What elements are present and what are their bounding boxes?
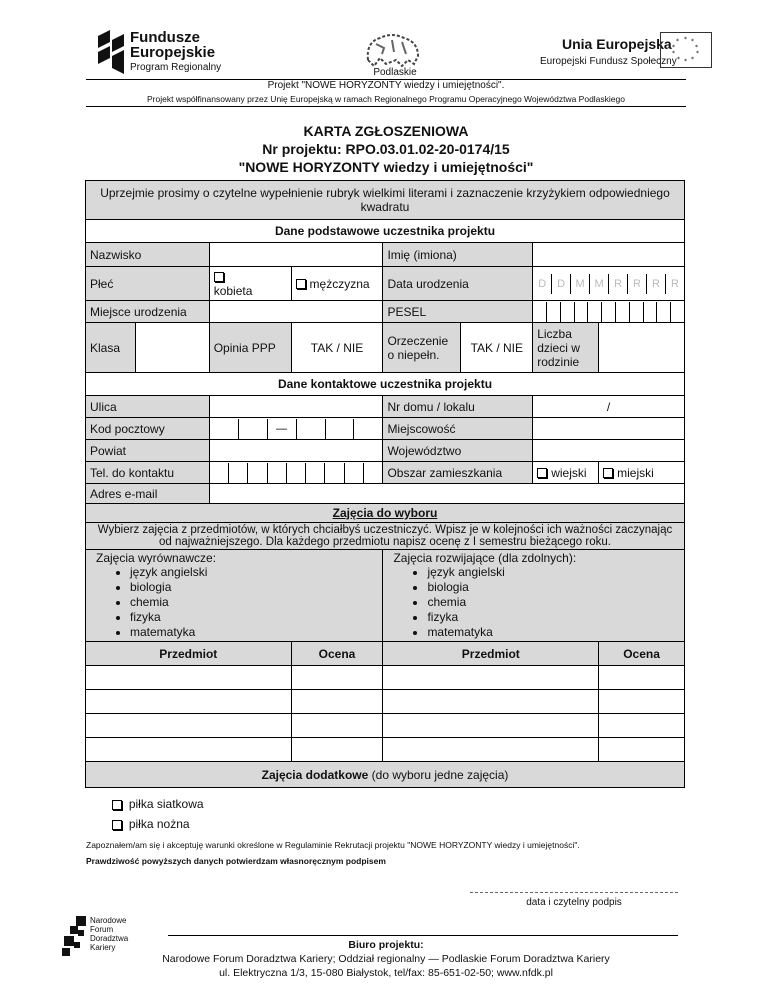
extra-option-football[interactable]: piłka nożna (112, 814, 685, 834)
surname-field[interactable] (209, 243, 383, 267)
subject-cell[interactable] (383, 690, 599, 714)
pesel-label: PESEL (383, 301, 533, 323)
svg-text:*: * (696, 50, 699, 57)
subject-list-item: • biologia (427, 580, 680, 595)
male-option[interactable]: mężczyzna (291, 267, 383, 301)
phone-label: Tel. do kontaktu (86, 462, 210, 484)
postal-field[interactable] (209, 418, 383, 440)
pesel-digit-cell[interactable] (670, 302, 684, 322)
subject-cell[interactable] (86, 714, 292, 738)
subject-cell[interactable] (383, 738, 599, 762)
checkbox-icon[interactable] (537, 468, 547, 478)
subject-cell[interactable] (383, 714, 599, 738)
col-subject-left: Przedmiot (86, 642, 292, 666)
area-label: Obszar zamieszkania (383, 462, 533, 484)
section-basic: Dane podstawowe uczestnika projektu (86, 220, 685, 243)
house-no-field[interactable]: / (533, 396, 685, 418)
classes-instruction: Wybierz zajęcia z przedmiotów, w których chciałbyś uczestniczyć. Wpisz je w kolejności ich ważności zaczynając od najważniejszego. Dla każdego przedmiotu napisz ocenę z I semestru bieżącego roku. (86, 523, 685, 550)
phone-digit-cell[interactable] (267, 463, 286, 483)
voivodeship-field[interactable] (533, 440, 685, 462)
footer: Biuro projektu: Narodowe Forum Doradztwa Kariery; Oddział regionalny — Podlaskie Forum Doradztwa Kariery ul. Elektryczna 1/3, 15-080 Białystok, tel/fax: 85-651-02-50; www.nfdk.pl (162, 939, 610, 979)
fe-logo-sub: Program Regionalny (130, 62, 222, 73)
compensatory-block: Zajęcia wyrównawcze: • język angielski • biologia • chemia • fizyka • matematyka (86, 550, 383, 642)
signature-label: data i czytelny podpis (526, 897, 622, 908)
svg-text:*: * (672, 50, 675, 57)
birth-date-label: Data urodzenia (383, 267, 533, 301)
urban-option[interactable]: miejski (599, 462, 685, 484)
rural-option[interactable]: wiejski (533, 462, 599, 484)
ppp-label: Opinia PPP (209, 323, 291, 373)
city-label: Miejscowość (383, 418, 533, 440)
grade-cell[interactable] (599, 714, 685, 738)
checkbox-icon[interactable] (112, 820, 122, 830)
disability-label: Orzeczenie o niepełn. (383, 323, 461, 373)
checkbox-icon[interactable] (112, 800, 122, 810)
children-field[interactable] (599, 323, 685, 373)
county-label: Powiat (86, 440, 210, 462)
ppp-yes-no[interactable]: TAK / NIE (291, 323, 383, 373)
city-field[interactable] (533, 418, 685, 440)
developmental-block: Zajęcia rozwijające (dla zdolnych): • język angielski • biologia • chemia • fizyka • matematyka (383, 550, 685, 642)
pesel-digit-cell[interactable] (629, 302, 643, 322)
phone-digit-cell[interactable] (247, 463, 266, 483)
phone-digit-cell[interactable] (324, 463, 343, 483)
confirm-text: Prawdziwość powyższych danych potwierdzam własnoręcznym podpisem (86, 856, 386, 866)
section-contact: Dane kontaktowe uczestnika projektu (86, 373, 685, 396)
date-digit-cell[interactable]: R (608, 274, 627, 294)
extra-option-volleyball[interactable]: piłka siatkowa (112, 794, 685, 814)
subject-list-item: • matematyka (427, 625, 680, 640)
instruction-row: Uprzejmie prosimy o czytelne wypełnienie rubryk wielkimi literami i zaznaczenie krzyżykiem odpowiedniego kwadratu (86, 181, 685, 220)
phone-digit-cell[interactable] (305, 463, 324, 483)
phone-digit-cell[interactable] (363, 463, 382, 483)
subject-list-item: • matematyka (130, 625, 378, 640)
svg-text:*: * (672, 44, 675, 51)
col-grade-left: Ocena (291, 642, 383, 666)
pesel-digit-cell[interactable] (643, 302, 657, 322)
subject-list-item: • fizyka (130, 610, 378, 625)
house-no-label: Nr domu / lokalu (383, 396, 533, 418)
svg-text:*: * (676, 38, 679, 45)
phone-digit-cell[interactable] (210, 463, 228, 483)
pesel-digit-cell[interactable] (560, 302, 574, 322)
pesel-digit-cell[interactable] (601, 302, 615, 322)
street-field[interactable] (209, 396, 383, 418)
checkbox-icon[interactable] (603, 468, 613, 478)
pesel-digit-cell[interactable] (615, 302, 629, 322)
section-extra: Zajęcia dodatkowe (do wyboru jedne zajęcia) (86, 762, 685, 788)
postal-dash: — (267, 419, 296, 439)
class-field[interactable] (135, 323, 209, 373)
sex-label: Płeć (86, 267, 210, 301)
pesel-digit-cell[interactable] (546, 302, 560, 322)
project-line: Projekt "NOWE HORYZONTY wiedzy i umiejętności". (267, 80, 505, 91)
checkbox-icon[interactable] (296, 279, 306, 289)
date-digit-cell[interactable]: R (665, 274, 684, 294)
pesel-field[interactable] (533, 301, 685, 323)
col-grade-right: Ocena (599, 642, 685, 666)
birth-date-field[interactable] (533, 267, 685, 301)
subject-list-item: • chemia (427, 595, 680, 610)
header-divider-2 (86, 106, 686, 107)
grade-cell[interactable] (599, 690, 685, 714)
ue-title: Unia Europejska (562, 36, 672, 52)
phone-digit-cell[interactable] (344, 463, 363, 483)
footer-divider (168, 935, 678, 936)
county-field[interactable] (209, 440, 383, 462)
fundusze-europejskie-logo-icon (96, 30, 126, 74)
disability-yes-no[interactable]: TAK / NIE (461, 323, 533, 373)
grade-cell[interactable] (291, 690, 383, 714)
svg-text:*: * (677, 56, 680, 63)
subject-list-item: • biologia (130, 580, 378, 595)
grade-cell[interactable] (599, 666, 685, 690)
ue-subtitle: Europejski Fundusz Społeczny (540, 56, 677, 67)
grade-cell[interactable] (291, 714, 383, 738)
pesel-digit-cell[interactable] (587, 302, 601, 322)
podlaskie-label: Podlaskie (373, 67, 417, 78)
consent-text: Zapoznałem/am się i akceptuję warunki określone w Regulaminie Rekrutacji projektu "NOWE HORYZONTY wiedzy i umiejętności". (86, 840, 580, 850)
podlaskie-bison-logo-icon (362, 30, 424, 70)
first-name-label: Imię (imiona) (383, 243, 533, 267)
voivodeship-label: Województwo (383, 440, 533, 462)
pesel-digit-cell[interactable] (533, 302, 546, 322)
phone-digit-cell[interactable] (228, 463, 247, 483)
checkbox-icon[interactable] (214, 272, 224, 282)
first-name-field[interactable] (533, 243, 685, 267)
grade-cell[interactable] (599, 738, 685, 762)
pesel-digit-cell[interactable] (656, 302, 670, 322)
street-label: Ulica (86, 396, 210, 418)
class-label: Klasa (86, 323, 136, 373)
subject-list-item: • język angielski (427, 565, 680, 580)
subject-list-item: • chemia (130, 595, 378, 610)
subject-cell[interactable] (383, 666, 599, 690)
phone-field[interactable] (209, 462, 383, 484)
section-classes: Zajęcia do wyboru (86, 504, 685, 523)
extra-options (86, 788, 685, 839)
subject-cell[interactable] (86, 690, 292, 714)
nfdk-logo-icon (62, 916, 88, 956)
cofinance-line: Projekt współfinansowany przez Unię Europejską w ramach Regionalnego Programu Operacyjnego Województwa Podlaskiego (147, 94, 625, 104)
fe-logo-text: Fundusze Europejskie (130, 29, 216, 61)
email-field[interactable] (209, 484, 684, 504)
svg-text:*: * (691, 56, 694, 63)
birth-place-label: Miejsce urodzenia (86, 301, 210, 323)
nfdk-logo-text: Narodowe Forum Doradztwa Kariery (90, 916, 129, 952)
svg-text:*: * (691, 38, 694, 45)
date-digit-cell[interactable]: M (589, 274, 608, 294)
signature-line (470, 892, 678, 893)
subject-cell[interactable] (86, 738, 292, 762)
col-subject-right: Przedmiot (383, 642, 599, 666)
svg-text:*: * (695, 44, 698, 51)
children-label: Liczba dzieci w rodzinie (533, 323, 599, 373)
date-digit-cell[interactable]: R (646, 274, 665, 294)
phone-digit-cell[interactable] (286, 463, 305, 483)
female-option[interactable]: kobieta (209, 267, 291, 301)
date-digit-cell[interactable]: D (551, 274, 570, 294)
pesel-digit-cell[interactable] (574, 302, 588, 322)
date-digit-cell[interactable]: M (570, 274, 589, 294)
subject-list-item: • język angielski (130, 565, 378, 580)
surname-label: Nazwisko (86, 243, 210, 267)
date-digit-cell[interactable]: R (627, 274, 646, 294)
subject-list-item: • fizyka (427, 610, 680, 625)
svg-text:*: * (684, 36, 687, 43)
form-title: KARTA ZGŁOSZENIOWA Nr projektu: RPO.03.01.02-20-0174/15 "NOWE HORYZONTY wiedzy i umiejętności" (238, 123, 534, 175)
grade-cell[interactable] (291, 738, 383, 762)
svg-text:*: * (684, 58, 687, 65)
subject-cell[interactable] (86, 666, 292, 690)
postal-label: Kod pocztowy (86, 418, 210, 440)
registration-form (85, 180, 685, 838)
eu-flag-icon (660, 32, 712, 68)
email-label: Adres e-mail (86, 484, 210, 504)
grade-cell[interactable] (291, 666, 383, 690)
date-digit-cell[interactable]: D (538, 277, 547, 290)
birth-place-field[interactable] (209, 301, 383, 323)
